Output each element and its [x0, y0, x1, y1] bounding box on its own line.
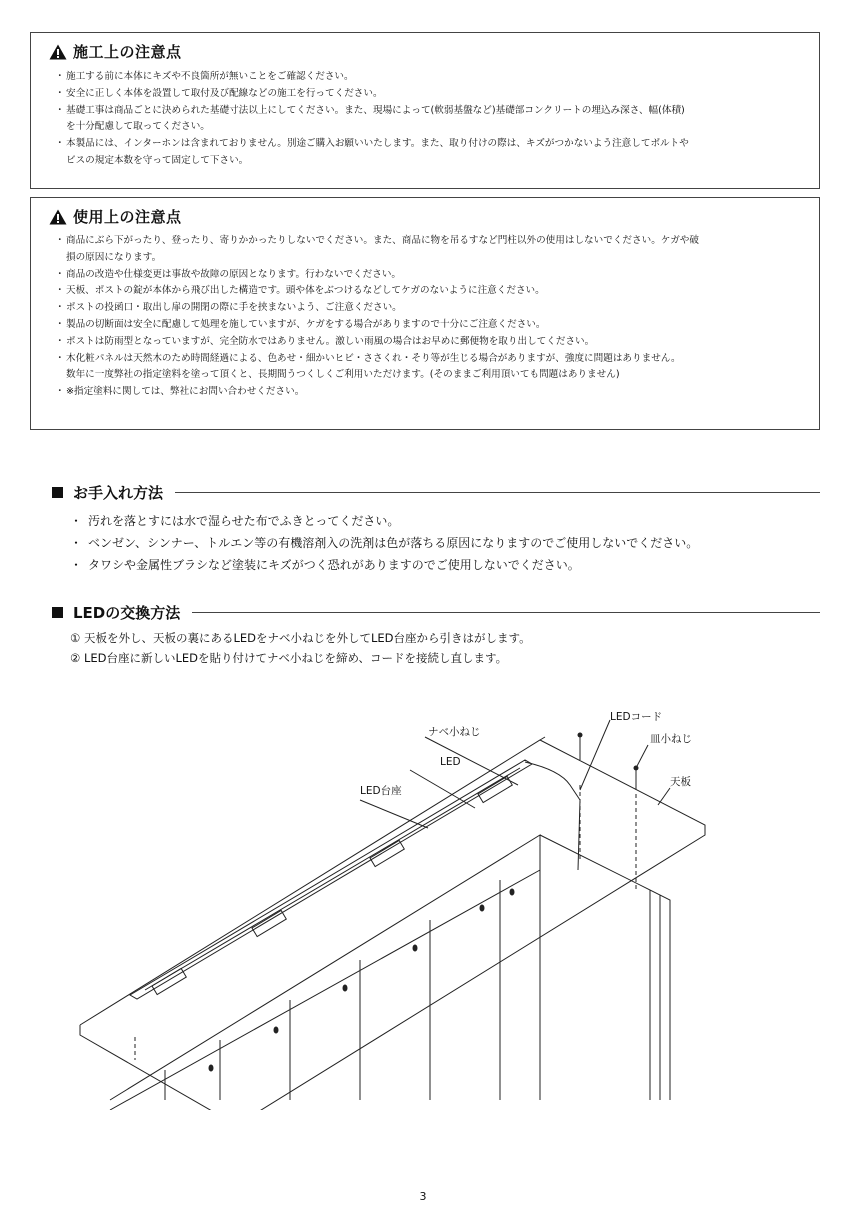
construction-notes-box	[30, 32, 820, 189]
page-number: 3	[419, 1190, 427, 1203]
usage-item: ・ 天板、ポストの錠が本体から飛び出した構造です。頭や体をぶつけるなどしてケガのないように注意ください。	[55, 285, 545, 297]
usage-item: ・ 商品にぶら下がったり、登ったり、寄りかかったりしないでください。また、商品に物を吊るすなど門柱以外の使用はしないでください。ケガや破	[55, 235, 699, 246]
usage-item: ・ ※指定塗料に関しては、弊社にお問い合わせください。	[55, 386, 305, 398]
warning-icon	[49, 209, 67, 225]
led-replacement-diagram	[70, 690, 770, 1110]
usage-notes-box	[30, 197, 820, 430]
care-title: お手入れ方法	[73, 484, 164, 502]
usage-item: ・ 製品の切断面は安全に配慮して処理を施していますが、ケガをする場合がありますので十分にご注意ください。	[55, 318, 546, 330]
usage-item-continued: 損の原因になります。	[66, 251, 162, 263]
diagram-illustration	[70, 690, 770, 1110]
usage-item-continued: 数年に一度弊社の指定塗料を塗って頂くと、長期間うつくしくご利用いただけます。(そのままご利用頂いても問題はありません)	[66, 369, 620, 381]
usage-item: ・ ポストの投函口・取出し扉の開閉の際に手を挟まないよう、ご注意ください。	[55, 302, 402, 314]
warning-icon	[49, 44, 67, 60]
care-item: ・ 汚れを落とすには水で湿らせた布でふきとってください。	[70, 514, 400, 528]
label-flat-screw: 皿小ねじ	[650, 733, 692, 745]
construction-item: ・ 本製品には、インターホンは含まれておりません。別途ご購入お願いいたします。また、取り付けの際は、キズがつかないよう注意してボルトや	[55, 138, 689, 150]
construction-item: ・ 施工する前に本体にキズや不良箇所が無いことをご確認ください。	[55, 71, 354, 82]
label-led-base: LED台座	[360, 785, 402, 797]
heading-rule	[192, 612, 820, 613]
label-led: LED	[440, 756, 461, 768]
usage-notes-title	[49, 206, 182, 227]
led-section-heading	[52, 602, 820, 623]
label-top-plate: 天板	[670, 776, 691, 788]
construction-item-continued: を十分配慮して取ってください。	[66, 121, 210, 133]
construction-item: ・ 安全に正しく本体を設置して取付及び配線などの施工を行ってください。	[55, 87, 383, 99]
led-step: ① 天板を外し、天板の裏にあるLEDをナベ小ねじを外してLED台座から引きはがします。	[70, 631, 531, 645]
led-step: ② LED台座に新しいLEDを貼り付けてナベ小ねじを締め、コードを接続し直します。	[70, 651, 508, 665]
construction-item: ・ 基礎工事は商品ごとに決められた基礎寸法以上にしてください。また、現場によって(軟弱基盤など)基礎部コンクリートの埋込み深さ、幅(体積)	[55, 104, 685, 116]
led-title: LEDの交換方法	[73, 604, 181, 622]
square-bullet-icon	[52, 607, 63, 618]
label-led-cord: LEDコード	[610, 711, 663, 723]
heading-rule	[175, 492, 820, 493]
square-bullet-icon	[52, 487, 63, 498]
care-item: ・ ベンゼン、シンナー、トルエン等の有機溶剤入の洗剤は色が落ちる原因になりますのでご使用しないでください。	[70, 536, 699, 550]
usage-item: ・ ポストは防雨型となっていますが、完全防水ではありません。激しい雨風の場合はお早めに郵便物を取り出してください。	[55, 335, 595, 347]
care-list	[70, 510, 698, 576]
construction-title-text: 施工上の注意点	[73, 43, 182, 61]
care-section-heading	[52, 482, 820, 503]
construction-notes-title	[49, 41, 182, 62]
label-pan-screw: ナベ小ねじ	[428, 726, 481, 738]
care-item: ・ タワシや金属性ブラシなど塗装にキズがつく恐れがありますのでご使用しないでください。	[70, 558, 580, 572]
construction-item-continued: ビスの規定本数を守って固定して下さい。	[66, 154, 249, 166]
led-cord	[525, 762, 580, 870]
usage-item: ・ 木化粧パネルは天然木のため時間経過による、色あせ・細かいヒビ・ささくれ・そり等が生じる場合がありますが、強度に問題はありません。	[55, 352, 681, 364]
usage-item: ・ 商品の改造や仕様変更は事故や故障の原因となります。行わないでください。	[55, 268, 402, 280]
usage-title-text: 使用上の注意点	[73, 208, 182, 226]
led-steps	[70, 628, 531, 668]
